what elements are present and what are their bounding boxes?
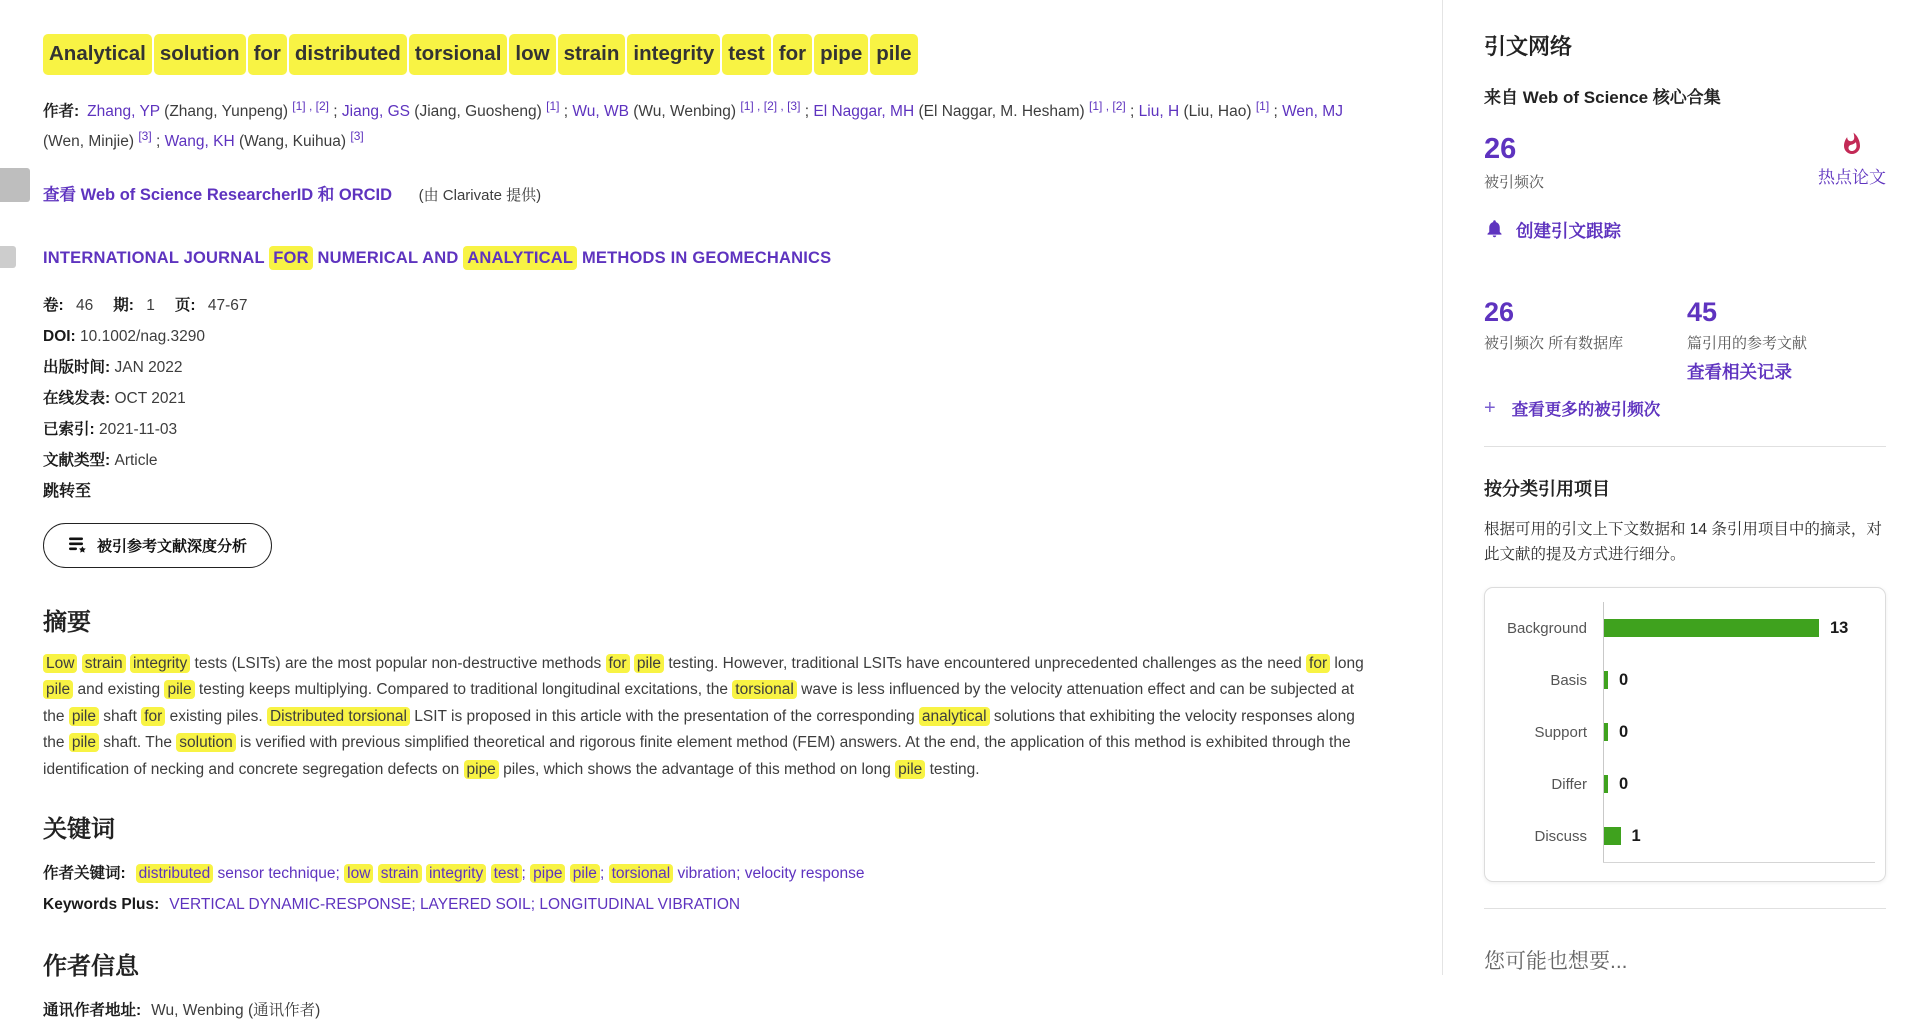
cited-references-label: 篇引用的参考文献 [1687,335,1808,353]
chart-value-label: 1 [1631,826,1641,845]
plus-icon: + [1484,396,1496,419]
abstract-segment: integrity [130,654,190,673]
abstract-segment: and existing [73,681,165,699]
author-keyword-link[interactable] [745,865,865,882]
citation-counts-row [1484,296,1886,384]
chart-value-label: 13 [1830,618,1849,637]
chart-bar-cell [1603,810,1875,862]
metadata-value: 46 [71,296,94,314]
article-title [43,34,1382,75]
left-edge-tooltip-fragment [0,168,30,202]
abstract-segment: pile [43,680,73,699]
bell-icon [1484,218,1505,244]
abstract-heading: 摘要 [43,608,91,636]
view-more-citations-link[interactable] [1484,396,1886,420]
chart-bar[interactable] [1604,619,1819,637]
keyword-separator: ; [411,896,420,914]
author-affiliation-superscript[interactable]: [3] [787,98,801,113]
citation-network-sidebar [1442,0,1920,975]
times-cited-row [1484,132,1886,192]
abstract-segment: pile [895,760,925,779]
abstract-segment: testing. [925,760,980,778]
title-word: torsional [409,34,508,75]
author-affiliation-superscript[interactable]: [1] [740,98,754,113]
author-separator: ; [1125,102,1139,120]
chart-bar-cell [1603,602,1875,654]
author-affiliation-superscript[interactable]: [3] [350,128,364,143]
corresponding-author-label: 通讯作者地址: [43,1002,142,1020]
abstract-segment: tests (LSITs) are the most popular non-destructive methods [190,654,606,672]
author-affiliation-superscript[interactable]: [1] [546,98,560,113]
author-keyword-link[interactable] [344,864,521,883]
author-link[interactable]: Wang, KH [164,132,235,150]
you-may-also-want-heading: 您可能也想要... [1484,950,1628,974]
keyword-segment: distributed [136,864,214,883]
author-list [43,97,1373,157]
keyword-segment: low [344,864,373,883]
metadata-label: 出版时间: [43,358,111,376]
flame-icon [1840,143,1864,160]
author-affiliation-superscript[interactable]: [2] [315,98,329,113]
chart-row [1499,758,1875,810]
abstract-segment: long [1330,654,1364,672]
author-separator: ; [151,132,165,150]
create-citation-alert-button[interactable] [1484,218,1886,244]
author-fullname: (Wang, Kuihua) [234,132,351,150]
author-link[interactable]: Jiang, GS [341,102,410,120]
researcherid-link[interactable]: 查看 Web of Science ResearcherID 和 ORCID [43,185,393,204]
chart-bar-cell [1603,758,1875,810]
superscript-separator: , [777,98,788,113]
author-fullname: (Jiang, Guosheng) [409,102,547,120]
keyword-segment: vibration [673,865,737,883]
abstract-segment: testing. However, traditional LSITs have encountered unprecedented challenges as the need [664,654,1307,672]
chart-bar[interactable] [1604,775,1608,793]
chart-bar-cell [1603,654,1875,706]
abstract-text [43,651,1373,784]
chart-category-label: Differ [1551,775,1587,793]
keyword-separator: ; [335,865,345,883]
author-keywords-row [43,858,1382,889]
author-affiliation-superscript[interactable]: [2] [763,98,778,113]
journal-title-segment: NUMERICAL AND [312,248,464,267]
metadata-row [43,414,1382,445]
keyword-segment: integrity [426,864,486,883]
author-link[interactable]: El Naggar, MH [813,102,915,120]
cited-references-block [1687,296,1807,384]
keyword-separator: ; [530,896,540,914]
author-separator: ; [329,102,342,120]
journal-title-segment: FOR [269,246,312,270]
chart-row [1499,706,1875,758]
author-link[interactable]: Wen, MJ [1282,102,1343,120]
author-keyword-link[interactable] [530,864,600,883]
title-word: integrity [627,34,720,75]
abstract-segment: solutions that exhibiting the velocity responses along the [43,707,1355,752]
metadata-pair [43,297,93,314]
author-keywords-label: 作者关键词: [43,865,126,883]
metadata-row [43,321,1382,352]
abstract-segment: existing piles. [165,707,267,725]
keyword-segment: strain [378,864,422,883]
journal-link[interactable] [43,249,1382,268]
author-affiliation-superscript[interactable]: [1] [292,98,306,113]
corresponding-author-row [43,995,1382,1026]
chart-bar[interactable] [1604,671,1608,689]
title-word: test [722,34,770,75]
author-information-heading: 作者信息 [43,953,139,981]
author-fullname: (Wen, Minjie) [43,132,139,150]
keyword-segment [486,865,490,882]
left-edge-tooltip-fragment [0,246,16,268]
abstract-segment: pile [69,707,99,726]
abstract-segment: for [141,707,165,726]
keywords-plus-row [43,889,1382,920]
keyword-segment: pipe [530,864,565,883]
title-word: low [509,34,555,75]
author-fullname: (Zhang, Yunpeng) [159,102,293,120]
chart-category-label: Discuss [1534,827,1587,845]
cited-references-count[interactable]: 45 [1687,296,1718,327]
metadata-value: 1 [141,296,155,314]
researcherid-provider: (由 Clarivate 提供) [418,186,542,204]
author-affiliation-superscript[interactable]: [1] [1089,98,1103,113]
metadata-label: 卷: [43,296,64,314]
citing-references-analysis-button[interactable] [43,523,272,568]
abstract-segment: strain [82,654,126,673]
metadata-row [43,383,1382,414]
metadata-value: 10.1002/nag.3290 [75,327,206,345]
abstract-segment: is verified with previous simplified theoretical and rigorous finite element method (FEM) answers. At the end, the application of this method is exhibited through the identification of necking and concrete segregation defects on [43,734,1351,778]
abstract-segment: LSIT is proposed in this article with the presentation of the corresponding [409,707,919,725]
title-word: distributed [289,34,407,75]
abstract-segment: for [1306,654,1330,673]
core-collection-subheading: 来自 Web of Science 核心合集 [1484,88,1721,107]
author-separator: ; [800,102,814,120]
journal-title-segment: INTERNATIONAL JOURNAL [43,248,270,267]
abstract-segment: piles, which shows the advantage of this method on long [498,760,896,778]
superscript-separator: , [753,98,764,113]
citation-network-heading: 引文网络 [1484,34,1573,59]
author-affiliation-superscript[interactable]: [2] [1112,98,1126,113]
hot-paper-badge[interactable] [1818,132,1886,188]
chart-rows [1499,602,1875,862]
author-affiliation-superscript[interactable]: [1] [1255,98,1270,113]
metadata-value: 2021-11-03 [94,420,178,438]
abstract-segment: wave is less influenced by the velocity attenuation effect and can be subjected at the [43,681,1355,725]
times-cited-block [1484,132,1544,192]
keywords-plus-link[interactable]: VERTICAL DYNAMIC-RESPONSE [169,896,412,914]
chart-baseline [1603,862,1875,863]
abstract-segment: pile [164,680,194,699]
title-word: Analytical [43,34,152,75]
superscript-separator: , [1102,98,1113,113]
chart-bar-cell [1603,706,1875,758]
author-fullname: (Wu, Wenbing) [628,102,741,120]
metadata-row [43,352,1382,383]
keywords-plus-label: Keywords Plus: [43,896,160,914]
chart-category-label: Support [1534,723,1587,741]
sidebar-divider [1484,908,1886,909]
abstract-segment: pile [69,733,99,752]
chart-bar[interactable] [1604,723,1608,741]
sidebar-divider [1484,446,1886,447]
citation-analysis-icon [68,535,88,555]
keywords-heading: 关键词 [43,816,115,844]
metadata-value: OCT 2021 [110,389,186,407]
superscript-separator: , [305,98,316,113]
jump-to-label: 跳转至 [43,482,92,500]
chart-value-label: 0 [1619,670,1629,689]
abstract-segment: shaft. The [99,734,177,752]
chart-value-label: 0 [1619,722,1629,741]
metadata-label: 期: [113,296,134,314]
author-affiliation-superscript[interactable]: [3] [138,128,152,143]
keyword-segment: velocity response [744,865,865,883]
author-keyword-link[interactable] [136,864,336,883]
researcherid-row [43,181,1382,205]
author-link[interactable]: Zhang, YP [87,102,160,120]
chart-value-label: 0 [1619,774,1629,793]
abstract-segment: shaft [99,707,142,725]
all-databases-count[interactable]: 26 [1484,296,1515,327]
abstract-segment: Distributed torsional [267,707,410,726]
abstract-segment: solution [176,733,235,752]
metadata-rows [43,321,1382,476]
abstract-segment: Low [43,654,77,673]
keyword-separator: ; [736,865,745,883]
title-word: strain [558,34,626,75]
author-separator: ; [559,102,573,120]
abstract-segment: analytical [919,707,990,726]
view-related-records-link[interactable]: 查看相关记录 [1687,362,1792,383]
metadata-pair [175,297,248,314]
citation-classification-heading: 按分类引用项目 [1484,479,1610,500]
metadata-label: DOI: [43,327,76,345]
citation-analysis-button-label: 被引参考文献深度分析 [97,537,248,555]
keywords-plus-link[interactable]: LONGITUDINAL VIBRATION [539,896,741,914]
metadata-value: Article [110,451,158,469]
author-fullname: (Liu, Hao) [1179,102,1256,120]
title-word: solution [154,34,246,75]
keyword-segment: sensor technique [213,865,336,883]
times-cited-count[interactable]: 26 [1484,133,1517,165]
author-link[interactable]: Liu, H [1138,102,1180,120]
metadata-value: 47-67 [203,296,248,314]
metadata-label: 在线发表: [43,389,111,407]
title-word: pipe [814,34,868,75]
journal-title-segment: ANALYTICAL [463,246,577,270]
article-metadata [43,290,1382,507]
citation-classification-description: 根据可用的引文上下文数据和 14 条引用项目中的摘录，对此文献的提及方式进行细分。 [1484,521,1882,564]
keywords-plus-link[interactable]: LAYERED SOIL [419,896,531,914]
title-word: for [773,34,812,75]
keyword-separator: ; [599,865,609,883]
chart-row [1499,654,1875,706]
author-keyword-link[interactable] [609,864,737,883]
hot-paper-label: 热点论文 [1818,168,1886,187]
abstract-segment: testing keeps multiplying. Compared to traditional longitudinal excitations, the [194,681,733,699]
metadata-label: 已索引: [43,420,95,438]
title-word: for [248,34,287,75]
metadata-label: 文献类型: [43,451,111,469]
all-databases-block [1484,296,1687,384]
corresponding-author-value: Wu, Wenbing (通讯作者) [151,1002,321,1020]
metadata-value: JAN 2022 [110,358,183,376]
all-databases-label: 被引频次 所有数据库 [1484,335,1624,353]
chart-bar[interactable] [1604,827,1621,845]
metadata-row [43,445,1382,476]
author-separator: ; [1269,102,1283,120]
title-word: pile [870,34,917,75]
metadata-label: 页: [174,296,196,314]
keyword-segment: test [491,864,522,883]
keyword-segment: pile [570,864,600,883]
jump-to-row [43,476,1382,507]
authors-label: 作者: [43,102,80,120]
volume-issue-pages-row [43,290,1382,321]
abstract-segment: pile [634,654,664,673]
keyword-separator: ; [521,865,531,883]
journal-title-segment: METHODS IN GEOMECHANICS [577,248,832,267]
chart-category-label: Background [1506,619,1587,637]
chart-row [1499,810,1875,862]
create-citation-alert-label: 创建引文跟踪 [1516,221,1621,242]
chart-category-label: Basis [1550,671,1587,689]
author-link[interactable]: Wu, WB [572,102,629,120]
abstract-segment: torsional [732,680,797,699]
times-cited-label: 被引频次 [1484,173,1545,191]
abstract-segment: for [606,654,630,673]
metadata-pair [113,297,155,314]
view-more-citations-label: 查看更多的被引频次 [1511,401,1661,420]
author-fullname: (El Naggar, M. Hesham) [914,102,1090,120]
abstract-segment: pipe [464,760,499,779]
chart-row [1499,602,1875,654]
keyword-segment: torsional [609,864,674,883]
citation-classification-chart [1484,587,1886,882]
